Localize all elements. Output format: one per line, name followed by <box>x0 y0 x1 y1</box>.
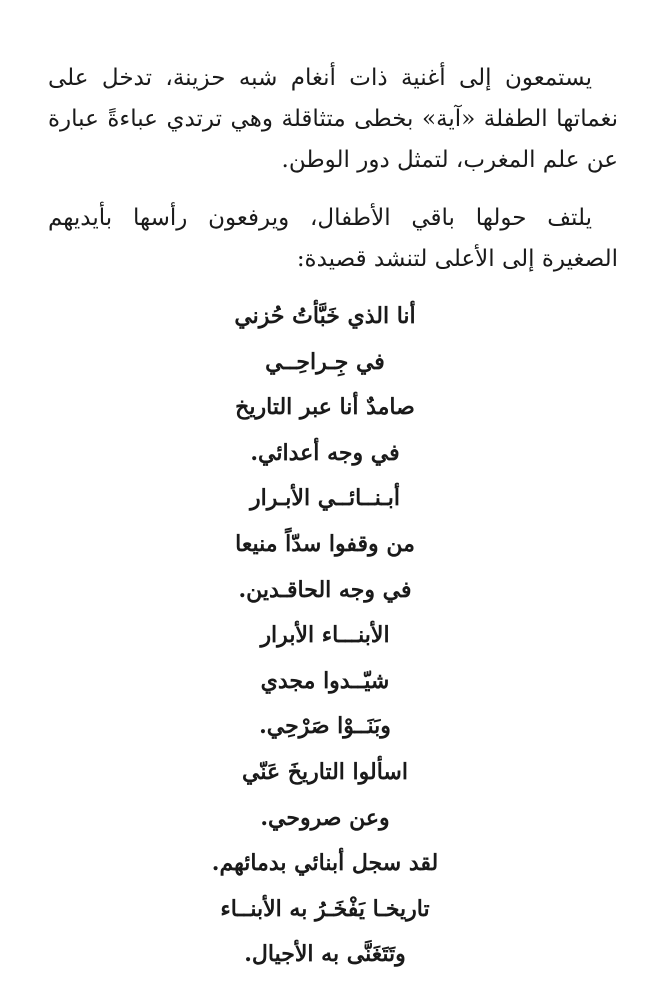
poem-line: اسألوا التاريخَ عَنّي <box>242 758 408 785</box>
poem <box>0 294 650 978</box>
poem-line: صامدٌ أنا عبر التاريخ <box>235 394 415 421</box>
paragraph-text: يلتف حولها باقي الأطفال، ويرفعون رأسها بأيديهم الصغيرة إلى الأعلى لتنشد قصيدة: <box>48 205 618 272</box>
poem-line: الأبنـــاء الأبرار <box>260 622 390 649</box>
poem-line: تاريخـا يَفْخَـرُ به الأبنــاء <box>220 895 430 922</box>
poem-line: وعن صروحي. <box>260 804 390 831</box>
poem-line: في جِـراحِــي <box>265 348 385 375</box>
poem-line: أنا الذي خَبَّأتُ حُزني <box>234 303 416 329</box>
poem-line: لقد سجل أبنائي بدمائهم. <box>211 850 439 877</box>
poem-line: وبَنَــوْا صَرْحِي. <box>259 713 391 740</box>
poem-line: في وجه أعدائي. <box>250 439 400 466</box>
poem-line: من وقفوا سدّاً منيعا <box>235 530 415 557</box>
poem-line: شيّــدوا مجدي <box>260 667 390 694</box>
scene-paragraph <box>48 198 618 280</box>
poem-line: في وجه الحاقـدين. <box>238 576 412 603</box>
poem-line: وتَتَغَنَّى به الأجيال. <box>244 941 406 968</box>
poem-line: أبـنــائــي الأبـرار <box>249 485 401 512</box>
paragraph-text: يستمعون إلى أغنية ذات أنغام شبه حزينة، تدخل على نغماتها الطفلة «آية» بخطى متثاقلة وهي ترتدي عباءةً عبارة عن علم المغرب، لتمثل دور الوطن. <box>48 65 618 173</box>
intro-paragraph <box>48 58 618 181</box>
